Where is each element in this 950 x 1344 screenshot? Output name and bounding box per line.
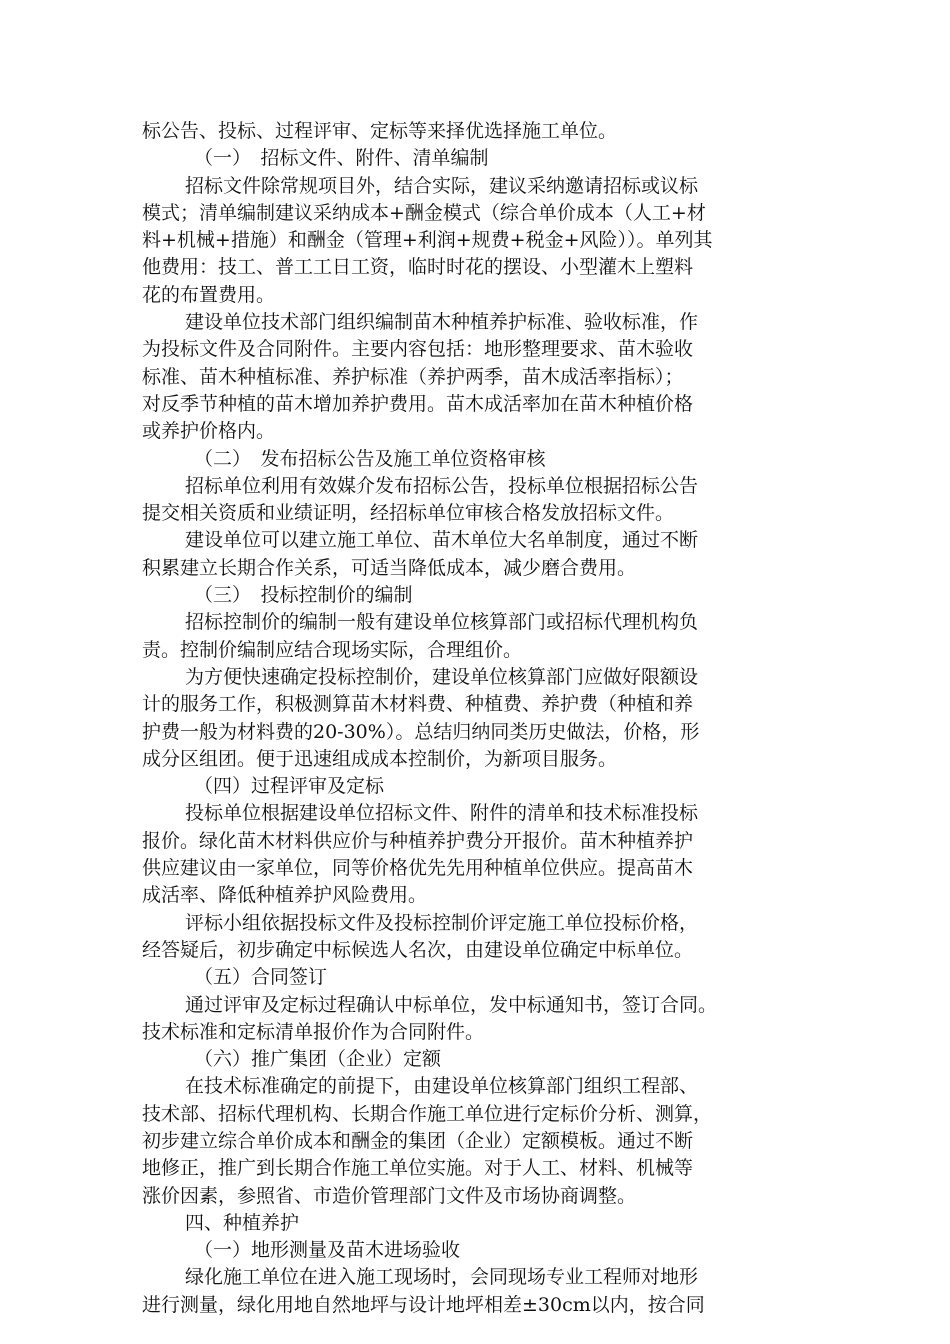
paragraph-start: 评标小组依据投标文件及投标控制价评定施工单位投标价格， [185, 911, 699, 934]
text-line: 或养护价格内。 [142, 420, 276, 443]
text-line: 计的服务工作，积极测算苗木材料费、种植费、养护费（种植和养 [142, 693, 694, 716]
text-line: 标准、苗木种植标准、养护标准（养护两季，苗木成活率指标）； [142, 365, 684, 388]
paragraph-start: 为方便快速确定投标控制价，建设单位核算部门应做好限额设 [185, 665, 699, 688]
section-heading: （六）推广集团（企业）定额 [194, 1048, 442, 1071]
section-heading: （二） 发布招标公告及施工单位资格审核 [194, 447, 546, 470]
paragraph-start: 建设单位可以建立施工单位、苗木单位大名单制度，通过不断 [185, 529, 699, 552]
section-heading: （四）过程评审及定标 [194, 775, 385, 798]
paragraph-start: 绿化施工单位在进入施工现场时，会同现场专业工程师对地形 [185, 1266, 699, 1289]
paragraph-start: 投标单位根据建设单位招标文件、附件的清单和技术标准投标 [185, 802, 699, 825]
text-line: 报价。绿化苗木材料供应价与种植养护费分开报价。苗木种植养护 [142, 829, 694, 852]
paragraph-start: 通过评审及定标过程确认中标单位，发中标通知书，签订合同。 [185, 993, 718, 1016]
text-line: 经答疑后，初步确定中标候选人名次，由建设单位确定中标单位。 [142, 938, 694, 961]
text-line: 技术部、招标代理机构、长期合作施工单位进行定标价分析、测算， [142, 1102, 713, 1125]
document-body [142, 118, 810, 1319]
text-line: 地修正，推广到长期合作施工单位实施。对于人工、材料、机械等 [142, 1157, 694, 1180]
text-line: 成分区组团。便于迅速组成成本控制价，为新项目服务。 [142, 747, 618, 770]
section-heading: （一）地形测量及苗木进场验收 [194, 1239, 461, 1262]
paragraph-start: 招标单位利用有效媒介发布招标公告，投标单位根据招标公告 [185, 474, 699, 497]
text-line: 护费一般为材料费的20-30%）。总结归纳同类历史做法，价格，形 [142, 720, 700, 743]
section-heading: （一） 招标文件、附件、清单编制 [194, 147, 489, 170]
paragraph-start: 招标控制价的编制一般有建设单位核算部门或招标代理机构负 [185, 611, 699, 634]
text-line: 供应建议由一家单位，同等价格优先先用种植单位供应。提高苗木 [142, 857, 694, 880]
chapter-heading: 四、种植养护 [185, 1211, 300, 1234]
text-line: 积累建立长期合作关系，可适当降低成本，减少磨合费用。 [142, 556, 637, 579]
text-line: 花的布置费用。 [142, 283, 276, 306]
text-line: 成活率、降低种植养护风险费用。 [142, 884, 428, 907]
text-line: 他费用：技工、普工工日工资，临时时花的摆设、小型灌木上塑料 [142, 256, 694, 279]
text-line: 模式；清单编制建议采纳成本+酬金模式（综合单价成本（人工+材 [142, 201, 706, 224]
section-heading: （五）合同签订 [194, 966, 328, 989]
text-line: 初步建立综合单价成本和酬金的集团（企业）定额模板。通过不断 [142, 1129, 694, 1152]
paragraph-start: 在技术标准确定的前提下，由建设单位核算部门组织工程部、 [185, 1075, 699, 1098]
text-line: 标公告、投标、过程评审、定标等来择优选择施工单位。 [142, 120, 618, 142]
paragraph-start: 建设单位技术部门组织编制苗木种植养护标准、验收标准，作 [185, 311, 699, 334]
text-line: 进行测量，绿化用地自然地坪与设计地坪相差±30cm以内，按合同 [142, 1293, 705, 1316]
section-heading: （三） 投标控制价的编制 [194, 584, 413, 607]
text-line: 提交相关资质和业绩证明，经招标单位审核合格发放招标文件。 [142, 502, 675, 525]
paragraph-start: 招标文件除常规项目外，结合实际，建议采纳邀请招标或议标 [185, 174, 699, 197]
text-line: 责。控制价编制应结合现场实际，合理组价。 [142, 638, 523, 661]
text-line: 料+机械+措施）和酬金（管理+利润+规费+税金+风险））。单列其 [142, 229, 713, 252]
text-line: 对反季节种植的苗木增加养护费用。苗木成活率加在苗木种植价格 [142, 392, 694, 415]
text-line: 涨价因素，参照省、市造价管理部门文件及市场协商调整。 [142, 1184, 637, 1207]
text-line: 技术标准和定标清单报价作为合同附件。 [142, 1020, 485, 1043]
text-line: 为投标文件及合同附件。主要内容包括：地形整理要求、苗木验收 [142, 338, 694, 361]
